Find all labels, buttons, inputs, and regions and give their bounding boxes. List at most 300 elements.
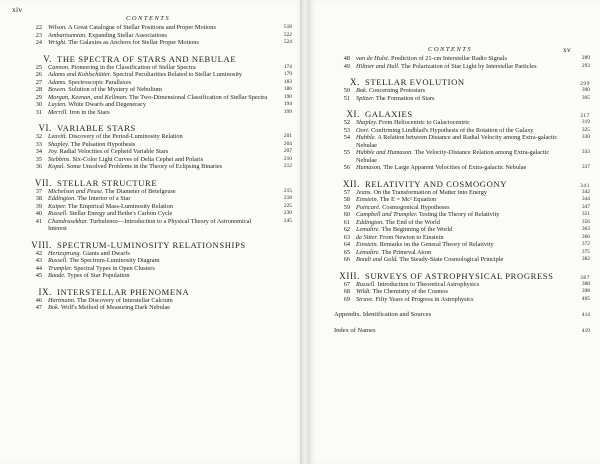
entry-author: Hubble and Humason. [356, 149, 413, 156]
entry-number: 62 [343, 226, 350, 233]
entry-text [356, 219, 570, 227]
toc-entry [322, 127, 590, 135]
page-ref: 333 [581, 149, 590, 155]
entry-text [356, 87, 570, 95]
entry-number: 28 [35, 86, 42, 93]
entry-number: 38 [35, 195, 42, 202]
page-ref: 179 [283, 71, 292, 77]
entry-number: 23 [35, 31, 42, 39]
entry-text [48, 94, 272, 102]
entry-title: White Dwarfs and Degeneracy [68, 101, 146, 108]
entry-text [48, 133, 272, 141]
entry-title: The Chemistry of the Cosmos [372, 288, 448, 295]
entry-title: Remarks on the General Theory of Relativity [379, 241, 494, 248]
entry-number: 39 [35, 202, 42, 210]
entry-text [48, 195, 272, 203]
entry-author: Adams. [48, 78, 67, 86]
toc-part-heading [322, 109, 590, 119]
entry-title: From Heliocentric to Galactocentric [378, 119, 470, 126]
entry-text [356, 63, 570, 71]
entry-author: Shapley. [356, 119, 378, 126]
entry-author: Morgan, Keenan, and Kellman. [48, 93, 128, 101]
entry-number: 22 [35, 24, 42, 31]
toc-entry [14, 32, 292, 40]
entry-author: Poincaré. [356, 203, 381, 211]
entry-number: 41 [35, 217, 42, 225]
toc-entry [14, 195, 292, 203]
part-title: SURVEYS OF ASTROPHYSICAL PROGRESS [365, 270, 554, 281]
entry-text [356, 196, 570, 204]
page-ref: 245 [283, 217, 292, 224]
entry-author: Adams and Kohlschütter. [48, 71, 112, 78]
entry-title: The Primeval Atom [381, 248, 432, 256]
entry-number: 49 [343, 62, 350, 70]
toc-entry [322, 281, 590, 289]
entry-title: The Galaxies as Anchors for Stellar Proper Motions [68, 39, 199, 46]
part-number: XII. [342, 178, 360, 189]
part-title: VARIABLE STARS [57, 123, 136, 133]
part-number: IX. [38, 286, 52, 297]
entry-author: Russell. [356, 280, 376, 288]
entry-author: Ambartsumian. [48, 31, 87, 39]
toc-entry [322, 211, 590, 219]
toc-entry [322, 87, 590, 95]
entry-author: Russell. [48, 257, 68, 264]
entry-title: The Interior of a Star [77, 195, 131, 202]
toc-entry [14, 156, 292, 164]
entry-title: The E = Mc² Equation [379, 196, 437, 203]
entry-author: Lemaître. [356, 248, 381, 256]
entry-title: Introduction to Theoretical Astrophysics [377, 280, 480, 288]
entry-text [356, 189, 570, 197]
toc-entry [322, 234, 590, 242]
entry-author: Einstein. [356, 196, 379, 203]
entry-number: 60 [343, 211, 350, 218]
toc-entry [322, 296, 590, 304]
part-number: XI. [346, 109, 360, 119]
toc-entry [322, 219, 590, 227]
entry-number: 30 [35, 101, 42, 108]
entry-author: Bondi and Gold. [356, 256, 398, 263]
entry-number: 24 [35, 39, 42, 46]
page-ref: 414 [581, 312, 590, 318]
page-ref: 293 [581, 62, 590, 69]
toc-list [14, 24, 292, 312]
entry-number: 50 [343, 87, 350, 94]
page-ref: 212 [283, 163, 292, 169]
page-ref: 337 [581, 164, 590, 170]
entry-number: 66 [343, 256, 350, 263]
page-ref: 210 [283, 155, 292, 162]
page-ref: 319 [581, 119, 590, 125]
entry-number: 61 [343, 218, 350, 226]
entry-number: 42 [35, 249, 42, 257]
entry-title: The Steady-State Cosmological Principle [399, 256, 504, 263]
entry-text [356, 241, 570, 249]
entry-number: 32 [35, 133, 42, 140]
entry-number: 34 [35, 148, 42, 155]
entry-title: Some Unsolved Problems in the Theory of Eclipsing Binaries [66, 163, 223, 170]
toc-entry [14, 24, 292, 32]
page-ref: 317 [580, 113, 590, 119]
toc-entry [322, 226, 590, 234]
entry-text [48, 32, 272, 40]
page-ref: 183 [283, 78, 292, 85]
entry-text [356, 226, 570, 234]
entry-text [48, 79, 272, 87]
entry-author: Campbell and Trumpler. [356, 211, 418, 218]
entry-title: Giants and Dwarfs [82, 249, 130, 257]
entry-number: 37 [35, 187, 42, 195]
entry-title: Types of Star Population [67, 272, 130, 279]
part-title: GALAXIES [365, 109, 413, 119]
entry-number: 51 [343, 94, 350, 102]
entry-text [356, 149, 570, 164]
page-ref: 372 [581, 241, 590, 247]
page-ref: 186 [283, 86, 292, 92]
page-ref: 351 [581, 211, 590, 217]
part-title: SPECTRUM-LUMINOSITY RELATIONSHIPS [57, 239, 246, 250]
entry-title: The Diameter of Betelgeuse [104, 187, 176, 195]
page-ref: 204 [283, 140, 292, 147]
back-matter-title: Appendix. Identification and Sources [334, 311, 432, 318]
toc-entry [14, 148, 292, 156]
entry-title: Spectral Types in Open Clusters [73, 264, 155, 272]
entry-number: 55 [343, 149, 350, 156]
toc-entry [14, 109, 292, 117]
entry-text [356, 204, 570, 212]
page-ref: 299 [580, 81, 590, 87]
entry-title: Testing the Theory of Relativity [418, 211, 500, 218]
page-ref: 356 [581, 218, 590, 225]
entry-author: Kopal. [48, 163, 65, 170]
entry-title: Expanding Stellar Associations [88, 31, 167, 39]
entry-title: Pioneering in the Classification of Stellar Spectra [71, 63, 196, 71]
entry-number: 52 [343, 119, 350, 126]
toc-entry [322, 164, 590, 172]
entry-number: 57 [343, 188, 350, 196]
toc-list [322, 55, 590, 335]
toc-entry [14, 257, 292, 265]
entry-text [356, 211, 570, 219]
page-ref: 199 [283, 108, 292, 115]
toc-entry [14, 79, 292, 87]
entry-number: 53 [343, 126, 350, 134]
entry-number: 59 [343, 203, 350, 211]
entry-text [356, 234, 570, 242]
entry-text [48, 210, 272, 218]
toc-entry [322, 63, 590, 71]
entry-text [48, 203, 272, 211]
toc-entry [14, 163, 292, 171]
entry-text [356, 288, 570, 296]
entry-number: 56 [343, 164, 350, 171]
part-title: RELATIVITY AND COSMOGONY [365, 178, 508, 189]
toc-entry [14, 188, 292, 196]
toc-entry [14, 218, 292, 233]
toc-entry [14, 94, 292, 102]
toc-entry [322, 119, 590, 127]
entry-number: 68 [343, 288, 350, 295]
part-title: THE SPECTRA OF STARS AND NEBULAE [57, 53, 237, 64]
page-ref: 363 [581, 226, 590, 232]
page-ref: 201 [283, 133, 292, 139]
entry-number: 69 [343, 295, 350, 303]
entry-title: Prediction of 21-cm Interstellar Radio Signals [390, 55, 507, 62]
entry-author: Eddington. [48, 195, 76, 202]
entry-author: Stebbins. [48, 155, 71, 163]
entry-author: Bok. [356, 87, 368, 94]
toc-entry [14, 133, 292, 141]
entry-text [356, 134, 570, 149]
toc-entry [322, 134, 590, 149]
entry-author: Hartmann. [48, 296, 76, 304]
entry-text [356, 296, 570, 304]
entry-text [356, 127, 570, 135]
page-ref: 375 [581, 248, 590, 255]
entry-title: The Velocity-Distance Relation among Extra-galactic Nebulae [356, 149, 550, 164]
toc-part-heading [14, 178, 292, 188]
entry-text [356, 119, 570, 127]
entry-author: Jeans. [356, 188, 372, 196]
entry-author: Merrill. [48, 108, 68, 116]
entry-number: 67 [343, 280, 350, 288]
entry-text [48, 71, 272, 79]
page-ref: 341 [580, 182, 590, 189]
entry-title: From Newton to Einstein [379, 233, 444, 241]
part-title: INTERSTELLAR PHENOMENA [57, 286, 190, 297]
page-ref: 342 [581, 188, 590, 195]
entry-text [48, 218, 272, 233]
toc-entry [14, 203, 292, 211]
entry-text [48, 265, 272, 273]
toc-entry [14, 39, 292, 47]
entry-author: Oort. [356, 126, 370, 134]
entry-author: Wilson. [48, 24, 67, 31]
entry-author: Luyten. [48, 101, 67, 108]
toc-entry [14, 265, 292, 273]
part-number: V. [43, 53, 52, 64]
page-ref: 347 [581, 203, 590, 210]
running-head: CONTENTS [126, 15, 171, 22]
page-ref: 225 [283, 202, 292, 209]
entry-author: Cannon. [48, 63, 70, 71]
entry-title: The Empirical Mass-Luminosity Relation [67, 202, 173, 210]
entry-author: Struve. [356, 295, 374, 303]
entry-text [48, 163, 272, 171]
entry-text [48, 297, 272, 305]
page-ref: 344 [581, 196, 590, 202]
toc-part-heading [14, 287, 292, 297]
entry-text [48, 109, 272, 117]
entry-title: The Large Apparent Velocities of Extra-galactic Nebulae [383, 164, 527, 171]
entry-title: The Discovery of Interstellar Calcium [76, 296, 173, 304]
entry-title: Fifty Years of Progress in Astrophysics [375, 295, 474, 303]
entry-title: On the Transformation of Matter into Energy [373, 188, 488, 196]
entry-number: 58 [343, 196, 350, 203]
entry-text [48, 156, 272, 164]
toc-part-heading [14, 240, 292, 250]
entry-text [48, 257, 272, 265]
entry-title: Cosmogonical Hypotheses [382, 203, 450, 211]
entry-author: Wright. [48, 39, 67, 46]
entry-number: 44 [35, 264, 42, 272]
entry-author: Spitzer. [356, 94, 375, 102]
toc-entry [14, 297, 292, 305]
entry-number: 36 [35, 163, 42, 170]
entry-text [48, 272, 272, 280]
back-matter-title: Index of Names [334, 327, 376, 334]
entry-author: Einstein. [356, 241, 379, 248]
toc-entry [14, 250, 292, 258]
entry-text [356, 256, 570, 264]
entry-title: The End of the World [385, 218, 440, 226]
entry-number: 63 [343, 233, 350, 241]
entry-title: Turbulence—Introduction to a Physical Theory of Astronomical Interest [48, 217, 252, 232]
entry-text [48, 141, 272, 149]
toc-entry [322, 149, 590, 164]
entry-title: Six-Color Light Curves of Delta Cephei and Polaris [72, 155, 204, 163]
entry-author: van de Hulst. [356, 55, 390, 62]
toc-entry [14, 304, 292, 312]
entry-author: Russell. [48, 210, 68, 217]
page-ref: 524 [283, 39, 292, 45]
toc-entry [322, 256, 590, 264]
entry-number: 46 [35, 296, 42, 304]
entry-title: Stellar Energy and Bethe's Carbon Cycle [69, 210, 173, 217]
part-title: STELLAR STRUCTURE [57, 177, 158, 188]
part-number: XIII. [339, 270, 360, 281]
entry-number: 40 [35, 210, 42, 217]
page-ref: 382 [581, 256, 590, 262]
page-ref: 300 [581, 87, 590, 93]
toc-part-heading [14, 123, 292, 133]
entry-title: Confirming Lindblad's Hypothesis of the Rotation of the Galaxy [371, 126, 534, 134]
page-ref: 305 [581, 94, 590, 101]
entry-number: 25 [35, 63, 42, 71]
page-ref: 405 [581, 295, 590, 302]
page-number: xiv [12, 5, 23, 14]
toc-entry [322, 189, 590, 197]
page-ref: 419 [581, 328, 590, 334]
entry-number: 65 [343, 248, 350, 256]
toc-part-heading [322, 179, 590, 189]
page-ref: 207 [283, 148, 292, 154]
entry-number: 35 [35, 155, 42, 163]
page-ref: 190 [283, 93, 292, 100]
entry-author: Bok. [48, 304, 60, 311]
entry-title: The Formation of Stars [375, 94, 435, 102]
page-ref: 218 [283, 195, 292, 201]
page-ref: 230 [283, 210, 292, 216]
entry-text [48, 304, 272, 312]
toc-part-heading [322, 77, 590, 87]
page-ref: 215 [283, 187, 292, 194]
page-ref: 366 [581, 233, 590, 240]
entry-number: 27 [35, 78, 42, 86]
toc-entry [14, 210, 292, 218]
entry-text [48, 39, 272, 47]
entry-author: Hiltner and Hall. [356, 62, 400, 70]
toc-entry [322, 55, 590, 63]
entry-title: Solution of the Mystery of Nebulium [68, 86, 162, 93]
entry-number: 43 [35, 257, 42, 264]
entry-number: 54 [343, 134, 350, 141]
entry-number: 47 [35, 304, 42, 311]
part-number: VI. [38, 123, 52, 133]
page-ref: 325 [581, 126, 590, 133]
toc-entry [322, 95, 590, 103]
entry-title: Spectral Peculiarities Related to Stellar Luminosity [112, 71, 242, 78]
entry-author: Michelson and Pease. [48, 187, 104, 195]
entry-text [48, 101, 272, 109]
entry-text [356, 249, 570, 257]
entry-author: Leavitt. [48, 133, 68, 140]
entry-author: Trumpler. [48, 264, 73, 272]
right-page [308, 0, 600, 464]
part-title: STELLAR EVOLUTION [365, 77, 465, 87]
entry-author: de Sitter. [356, 233, 379, 241]
entry-author: Baade. [48, 272, 66, 279]
entry-number: 48 [343, 55, 350, 62]
entry-title: The Beginning of the World [381, 226, 453, 233]
entry-title: Radial Velocities of Cepheid Variable Stars [59, 148, 169, 155]
toc-entry [14, 272, 292, 280]
entry-author: Kuiper. [48, 202, 67, 210]
entry-number: 33 [35, 140, 42, 148]
entry-text [48, 24, 272, 32]
entry-text [356, 95, 570, 103]
entry-text [356, 164, 570, 172]
entry-text [48, 148, 272, 156]
entry-title: Discovery of the Period-Luminosity Relation [68, 133, 183, 140]
entry-author: Hertzsprung. [48, 249, 82, 257]
entry-author: Hubble. [356, 134, 377, 141]
entry-number: 26 [35, 71, 42, 78]
entry-author: Wildt. [356, 288, 371, 295]
entry-title: Wolf's Method of Measuring Dark Nebulae [60, 304, 171, 311]
entry-title: Iron in the Stars [69, 108, 110, 116]
toc-entry [14, 141, 292, 149]
toc-entry [14, 86, 292, 94]
entry-title: Spectroscopic Parallaxes [68, 78, 132, 86]
entry-text [48, 250, 272, 258]
toc-entry [14, 71, 292, 79]
toc-entry [14, 64, 292, 72]
entry-text [356, 281, 570, 289]
page-ref: 398 [581, 288, 590, 294]
toc-entry [14, 101, 292, 109]
page-ref: 289 [581, 55, 590, 61]
part-number: VIII. [31, 239, 52, 250]
entry-author: Lemaître. [356, 226, 381, 233]
entry-number: 29 [35, 93, 42, 101]
entry-title: A Great Catalogue of Stellar Positions and Proper Motions [67, 24, 216, 31]
entry-text [48, 64, 272, 72]
page-ref: 194 [283, 101, 292, 107]
entry-title: The Polarization of Star Light by Interstellar Particles [401, 62, 537, 70]
toc-part-heading [14, 54, 292, 64]
page-ref: 330 [581, 134, 590, 140]
toc-entry [322, 241, 590, 249]
entry-title: A Relation between Distance and Radial Velocity among Extra-galactic Nebulae [356, 134, 558, 149]
page-ref: 387 [580, 274, 590, 281]
entry-author: Humason. [356, 164, 382, 171]
entry-number: 31 [35, 108, 42, 116]
page-ref: 522 [283, 31, 292, 38]
part-number: X. [350, 77, 360, 87]
toc-part-heading [322, 271, 590, 281]
